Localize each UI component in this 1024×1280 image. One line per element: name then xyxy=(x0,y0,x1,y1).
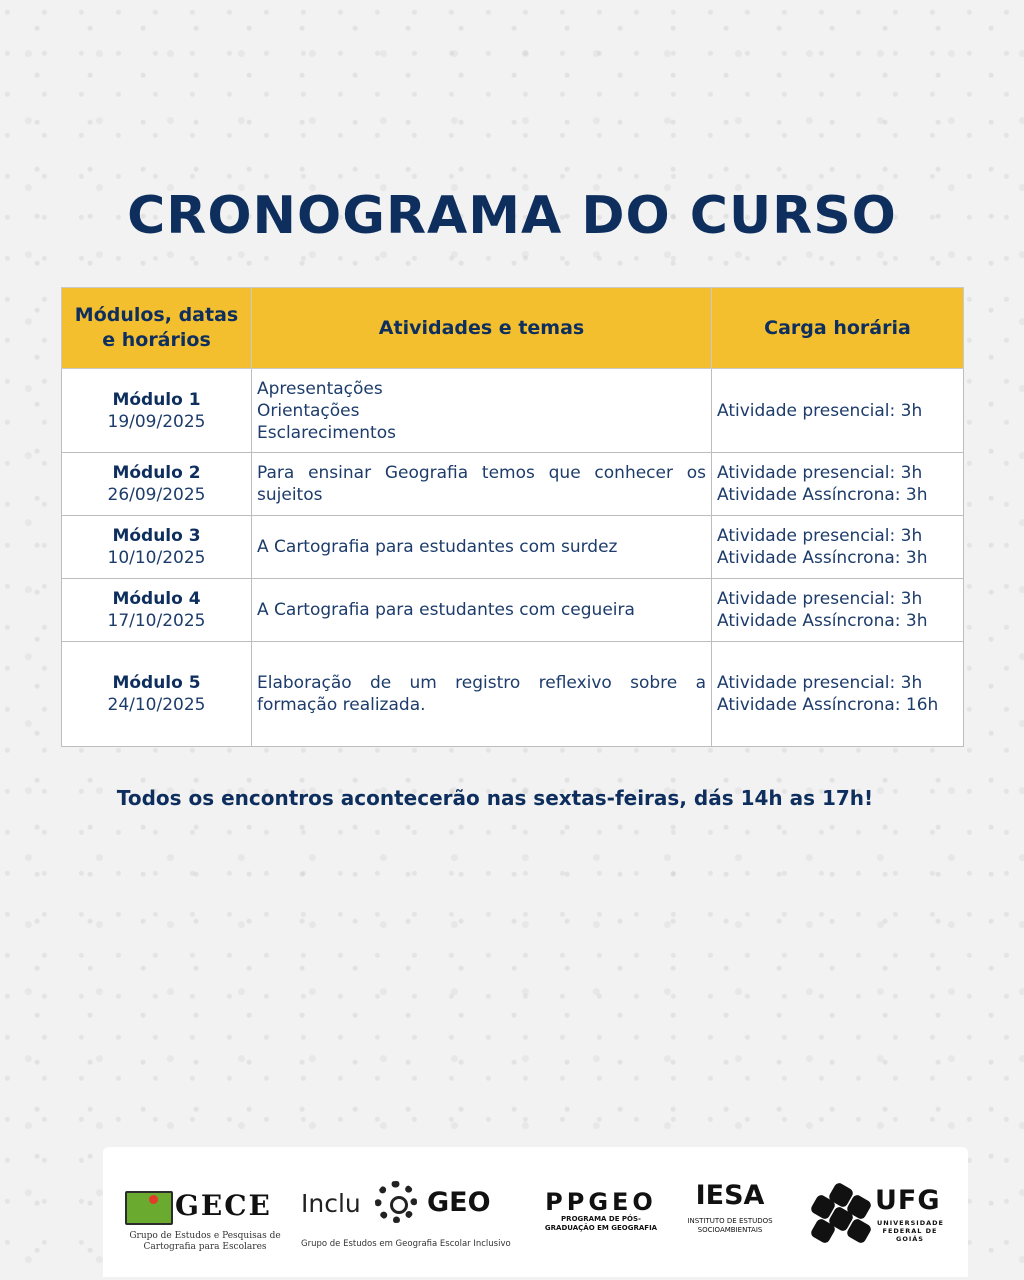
table-row xyxy=(62,453,964,516)
header-activities: Atividades e temas xyxy=(252,288,712,369)
load-cell xyxy=(712,642,964,747)
page-title: CRONOGRAMA DO CURSO xyxy=(127,186,897,246)
load-cell xyxy=(712,579,964,642)
load-cell xyxy=(712,453,964,516)
table-row xyxy=(62,516,964,579)
activities-cell xyxy=(252,516,712,579)
load-text: Atividade presencial: 3h xyxy=(717,400,923,421)
activity-text: Para ensinar Geografia temos que conhecer os sujeitos xyxy=(257,463,706,505)
module-cell xyxy=(62,369,252,453)
ufg-name: UFG xyxy=(875,1185,941,1216)
module-name: Módulo 2 xyxy=(112,463,201,483)
module-date: 19/09/2025 xyxy=(107,411,206,432)
table-row xyxy=(62,642,964,747)
load-text: Atividade Assíncrona: 3h xyxy=(717,611,928,631)
activities-cell xyxy=(252,642,712,747)
activity-text: A Cartografia para estudantes com surdez xyxy=(257,537,618,557)
inclugeo-name-left: Inclu xyxy=(301,1189,361,1218)
activity-text: Esclarecimentos xyxy=(257,422,396,443)
table-header-row xyxy=(62,288,964,369)
ufg-subtitle: UNIVERSIDADE FEDERAL DE GOIÁS xyxy=(877,1219,944,1243)
inclugeo-name-right: GEO xyxy=(427,1187,491,1218)
ppgeo-logo xyxy=(543,1189,659,1233)
module-name: Módulo 5 xyxy=(112,673,201,693)
activity-text: Elaboração de um registro reflexivo sobre a formação realizada. xyxy=(257,673,706,715)
table-row xyxy=(62,579,964,642)
module-name: Módulo 1 xyxy=(112,389,201,410)
module-date: 24/10/2025 xyxy=(107,695,206,715)
load-text: Atividade presencial: 3h xyxy=(717,589,923,609)
activities-cell xyxy=(252,369,712,453)
load-cell xyxy=(712,516,964,579)
module-cell xyxy=(62,642,252,747)
iesa-name: IESA xyxy=(695,1180,765,1211)
inclugeo-subtitle: Grupo de Estudos em Geografia Escolar Inclusivo xyxy=(301,1239,511,1249)
module-name: Módulo 3 xyxy=(112,526,201,546)
activities-cell xyxy=(252,453,712,516)
load-text: Atividade Assíncrona: 3h xyxy=(717,548,928,568)
module-name: Módulo 4 xyxy=(112,589,201,609)
module-cell xyxy=(62,516,252,579)
schedule-table xyxy=(61,287,964,747)
load-text: Atividade Assíncrona: 16h xyxy=(717,695,939,715)
table-row xyxy=(62,369,964,453)
footer-logos xyxy=(103,1147,968,1277)
load-text: Atividade Assíncrona: 3h xyxy=(717,485,928,505)
load-text: Atividade presencial: 3h xyxy=(717,526,923,546)
activities-cell xyxy=(252,579,712,642)
load-text: Atividade presencial: 3h xyxy=(717,463,923,483)
module-date: 26/09/2025 xyxy=(107,485,206,505)
ppgeo-subtitle: PROGRAMA DE PÓS-GRADUAÇÃO EM GEOGRAFIA xyxy=(544,1215,658,1232)
load-text: Atividade presencial: 3h xyxy=(717,673,923,693)
schedule-note: Todos os encontros acontecerão nas sextas-feiras, dás 14h as 17h! xyxy=(116,786,874,810)
gear-icon xyxy=(375,1181,417,1223)
gece-name: GECE xyxy=(175,1189,272,1222)
module-cell xyxy=(62,579,252,642)
gece-subtitle: Grupo de Estudos e Pesquisas de Cartografia para Escolares xyxy=(129,1231,281,1252)
activity-text: Orientações xyxy=(257,400,360,421)
iesa-subtitle: INSTITUTO DE ESTUDOS SOCIOAMBIENTAIS xyxy=(687,1217,773,1234)
activity-text: Apresentações xyxy=(257,378,383,399)
module-date: 17/10/2025 xyxy=(107,611,206,631)
header-modules: Módulos, datas e horários xyxy=(62,288,252,369)
gece-map-icon xyxy=(125,1191,173,1225)
header-load: Carga horária xyxy=(712,288,964,369)
module-date: 10/10/2025 xyxy=(107,548,206,568)
activity-text: A Cartografia para estudantes com cegueira xyxy=(257,600,635,620)
module-cell xyxy=(62,453,252,516)
iesa-logo xyxy=(673,1181,787,1235)
load-cell xyxy=(712,369,964,453)
ppgeo-name: PPGEO xyxy=(545,1188,657,1216)
